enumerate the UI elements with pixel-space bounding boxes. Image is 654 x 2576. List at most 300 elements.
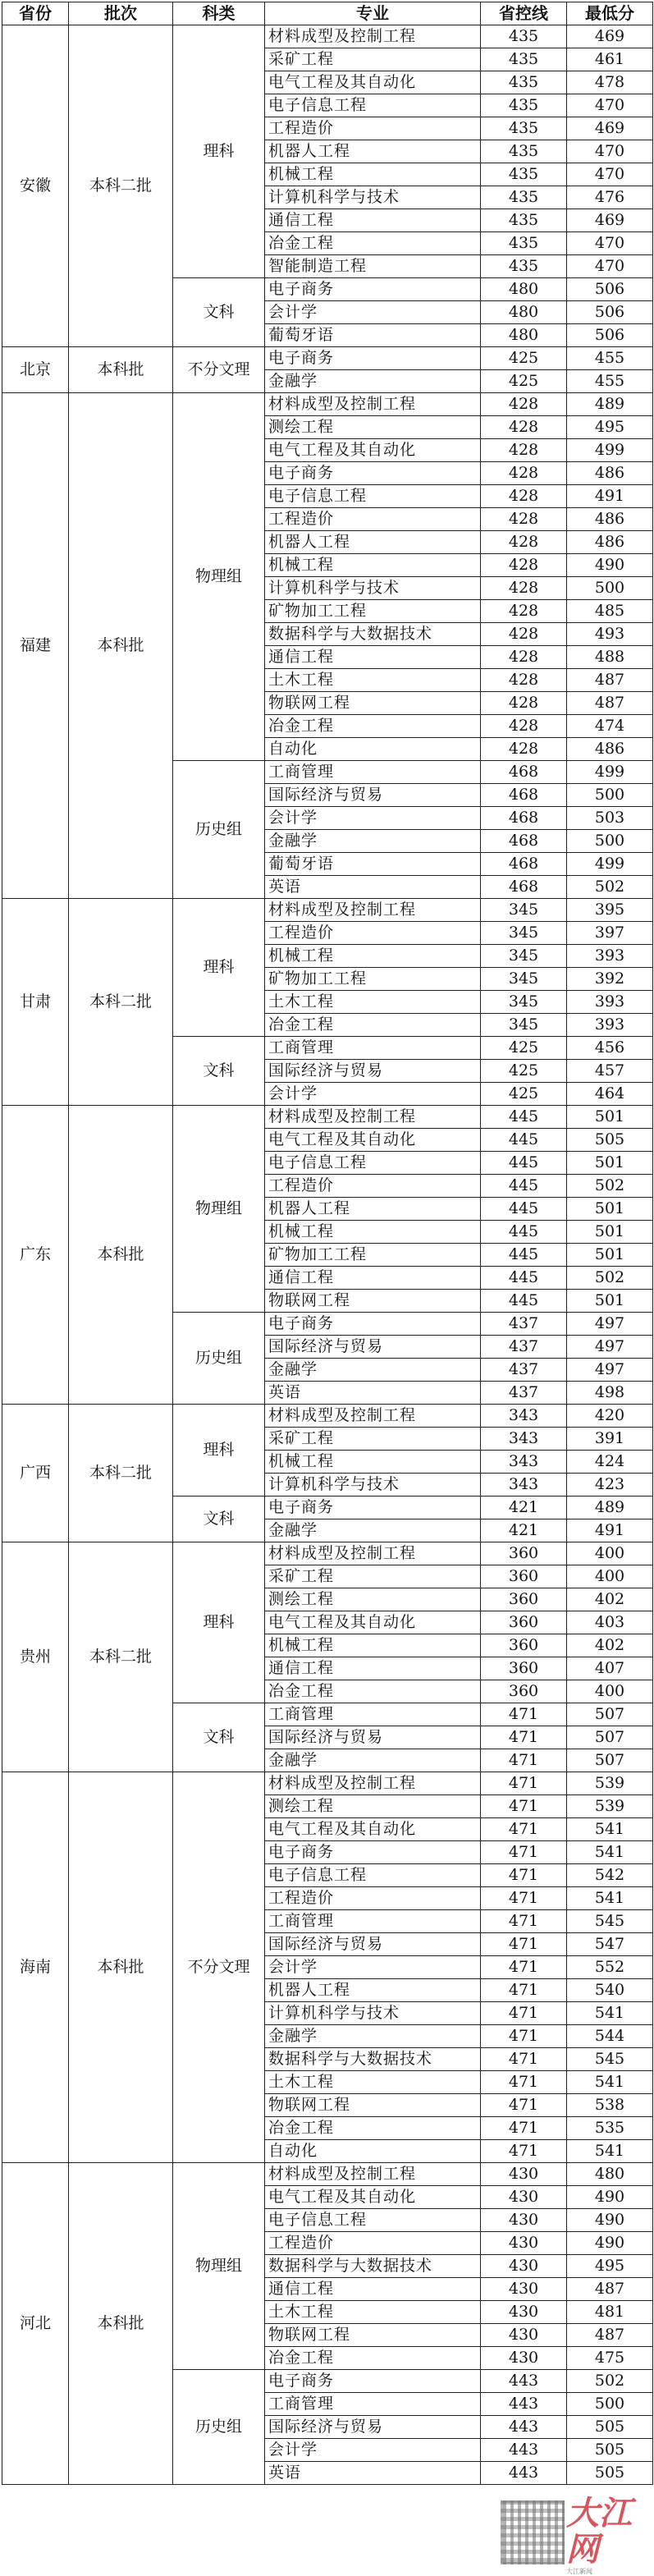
subject-cell: 文科 — [173, 278, 265, 347]
subject-cell: 历史组 — [173, 1313, 265, 1405]
min-score-cell: 407 — [567, 1657, 653, 1680]
min-score-cell: 391 — [567, 1428, 653, 1451]
subject-cell: 物理组 — [173, 393, 265, 761]
control-line-cell: 445 — [481, 1129, 567, 1152]
control-line-cell: 468 — [481, 853, 567, 876]
min-score-cell: 475 — [567, 2347, 653, 2370]
subject-cell: 物理组 — [173, 2163, 265, 2370]
min-score-cell: 395 — [567, 899, 653, 922]
control-line-cell: 480 — [481, 301, 567, 324]
control-line-cell: 428 — [481, 623, 567, 646]
min-score-cell: 469 — [567, 25, 653, 48]
min-score-cell: 487 — [567, 692, 653, 715]
control-line-cell: 428 — [481, 508, 567, 531]
table-row — [2, 347, 653, 370]
control-line-cell: 437 — [481, 1336, 567, 1359]
min-score-cell: 424 — [567, 1451, 653, 1474]
major-cell: 电子商务 — [265, 462, 481, 485]
province-cell: 安徽 — [2, 25, 69, 347]
control-line-cell: 425 — [481, 370, 567, 393]
admission-score-table — [2, 2, 653, 2485]
major-cell: 采矿工程 — [265, 1565, 481, 1588]
major-cell: 工程造价 — [265, 2232, 481, 2255]
control-line-cell: 428 — [481, 738, 567, 761]
control-line-cell: 471 — [481, 2025, 567, 2048]
min-score-cell: 476 — [567, 186, 653, 209]
control-line-cell: 345 — [481, 968, 567, 991]
control-line-cell: 421 — [481, 1519, 567, 1542]
min-score-cell: 486 — [567, 738, 653, 761]
min-score-cell: 501 — [567, 1198, 653, 1221]
major-cell: 材料成型及控制工程 — [265, 1772, 481, 1795]
table-row — [2, 1542, 653, 1565]
control-line-cell: 430 — [481, 2186, 567, 2209]
major-cell: 机械工程 — [265, 1451, 481, 1474]
header-control-line: 省控线 — [481, 2, 567, 25]
province-cell: 北京 — [2, 347, 69, 393]
major-cell: 电气工程及其自动化 — [265, 2186, 481, 2209]
major-cell: 英语 — [265, 876, 481, 899]
province-cell: 海南 — [2, 1772, 69, 2163]
control-line-cell: 343 — [481, 1474, 567, 1497]
table-row — [2, 1405, 653, 1428]
control-line-cell: 343 — [481, 1428, 567, 1451]
control-line-cell: 345 — [481, 899, 567, 922]
min-score-cell: 485 — [567, 600, 653, 623]
major-cell: 采矿工程 — [265, 1428, 481, 1451]
min-score-cell: 490 — [567, 2232, 653, 2255]
major-cell: 工程造价 — [265, 1887, 481, 1910]
batch-cell: 本科二批 — [69, 1542, 173, 1772]
major-cell: 国际经济与贸易 — [265, 784, 481, 807]
min-score-cell: 393 — [567, 991, 653, 1014]
batch-cell: 本科二批 — [69, 25, 173, 347]
table-row — [2, 899, 653, 922]
control-line-cell: 428 — [481, 554, 567, 577]
control-line-cell: 435 — [481, 255, 567, 278]
control-line-cell: 435 — [481, 140, 567, 163]
major-cell: 机械工程 — [265, 554, 481, 577]
control-line-cell: 471 — [481, 1749, 567, 1772]
subject-cell: 历史组 — [173, 761, 265, 899]
major-cell: 工商管理 — [265, 1703, 481, 1726]
min-score-cell: 541 — [567, 1841, 653, 1864]
control-line-cell: 435 — [481, 48, 567, 71]
major-cell: 工商管理 — [265, 761, 481, 784]
major-cell: 采矿工程 — [265, 48, 481, 71]
control-line-cell: 428 — [481, 669, 567, 692]
control-line-cell: 445 — [481, 1198, 567, 1221]
control-line-cell: 345 — [481, 945, 567, 968]
control-line-cell: 471 — [481, 2002, 567, 2025]
major-cell: 工商管理 — [265, 2393, 481, 2416]
min-score-cell: 487 — [567, 2324, 653, 2347]
major-cell: 通信工程 — [265, 209, 481, 232]
min-score-cell: 478 — [567, 71, 653, 94]
qr-code-icon — [501, 2500, 565, 2565]
major-cell: 会计学 — [265, 1083, 481, 1106]
province-cell: 河北 — [2, 2163, 69, 2485]
major-cell: 冶金工程 — [265, 715, 481, 738]
major-cell: 土木工程 — [265, 991, 481, 1014]
major-cell: 会计学 — [265, 301, 481, 324]
control-line-cell: 430 — [481, 2278, 567, 2301]
min-score-cell: 393 — [567, 945, 653, 968]
batch-cell: 本科批 — [69, 1106, 173, 1405]
major-cell: 物联网工程 — [265, 2324, 481, 2347]
table-row — [2, 393, 653, 416]
min-score-cell: 497 — [567, 1313, 653, 1336]
major-cell: 计算机科学与技术 — [265, 2002, 481, 2025]
major-cell: 机器人工程 — [265, 140, 481, 163]
control-line-cell: 428 — [481, 600, 567, 623]
min-score-cell: 539 — [567, 1772, 653, 1795]
control-line-cell: 428 — [481, 692, 567, 715]
subject-cell: 历史组 — [173, 2370, 265, 2485]
major-cell: 自动化 — [265, 2140, 481, 2163]
control-line-cell: 360 — [481, 1542, 567, 1565]
major-cell: 矿物加工工程 — [265, 1244, 481, 1267]
min-score-cell: 541 — [567, 1818, 653, 1841]
province-cell: 贵州 — [2, 1542, 69, 1772]
min-score-cell: 547 — [567, 1933, 653, 1956]
min-score-cell: 495 — [567, 416, 653, 439]
min-score-cell: 393 — [567, 1014, 653, 1037]
major-cell: 电子商务 — [265, 1497, 481, 1519]
major-cell: 葡萄牙语 — [265, 324, 481, 347]
major-cell: 通信工程 — [265, 2278, 481, 2301]
min-score-cell: 545 — [567, 2048, 653, 2071]
subject-cell: 文科 — [173, 1037, 265, 1106]
min-score-cell: 502 — [567, 1175, 653, 1198]
min-score-cell: 541 — [567, 2002, 653, 2025]
major-cell: 物联网工程 — [265, 692, 481, 715]
min-score-cell: 501 — [567, 1152, 653, 1175]
major-cell: 计算机科学与技术 — [265, 577, 481, 600]
min-score-cell: 470 — [567, 140, 653, 163]
control-line-cell: 443 — [481, 2416, 567, 2439]
control-line-cell: 445 — [481, 1267, 567, 1290]
control-line-cell: 425 — [481, 347, 567, 370]
control-line-cell: 480 — [481, 278, 567, 301]
major-cell: 电气工程及其自动化 — [265, 1129, 481, 1152]
control-line-cell: 425 — [481, 1037, 567, 1060]
major-cell: 计算机科学与技术 — [265, 186, 481, 209]
major-cell: 电子商务 — [265, 1313, 481, 1336]
batch-cell: 本科批 — [69, 2163, 173, 2485]
major-cell: 通信工程 — [265, 646, 481, 669]
major-cell: 电气工程及其自动化 — [265, 1611, 481, 1634]
min-score-cell: 497 — [567, 1359, 653, 1382]
major-cell: 电气工程及其自动化 — [265, 1818, 481, 1841]
header-province: 省份 — [2, 2, 69, 25]
min-score-cell: 491 — [567, 485, 653, 508]
min-score-cell: 403 — [567, 1611, 653, 1634]
min-score-cell: 541 — [567, 2071, 653, 2094]
control-line-cell: 471 — [481, 2140, 567, 2163]
subject-cell: 不分文理 — [173, 1772, 265, 2163]
major-cell: 机械工程 — [265, 163, 481, 186]
min-score-cell: 506 — [567, 278, 653, 301]
control-line-cell: 428 — [481, 715, 567, 738]
major-cell: 材料成型及控制工程 — [265, 25, 481, 48]
control-line-cell: 430 — [481, 2209, 567, 2232]
major-cell: 电子信息工程 — [265, 485, 481, 508]
header-subject: 科类 — [173, 2, 265, 25]
control-line-cell: 468 — [481, 807, 567, 830]
control-line-cell: 471 — [481, 1703, 567, 1726]
min-score-cell: 500 — [567, 830, 653, 853]
min-score-cell: 493 — [567, 623, 653, 646]
min-score-cell: 392 — [567, 968, 653, 991]
control-line-cell: 430 — [481, 2347, 567, 2370]
control-line-cell: 443 — [481, 2462, 567, 2485]
min-score-cell: 507 — [567, 1749, 653, 1772]
control-line-cell: 428 — [481, 462, 567, 485]
major-cell: 金融学 — [265, 2025, 481, 2048]
logo-subtext: 大江新闻 — [566, 2568, 592, 2575]
major-cell: 金融学 — [265, 1749, 481, 1772]
header-major: 专业 — [265, 2, 481, 25]
control-line-cell: 435 — [481, 117, 567, 140]
control-line-cell: 468 — [481, 761, 567, 784]
major-cell: 工商管理 — [265, 1037, 481, 1060]
control-line-cell: 430 — [481, 2163, 567, 2186]
subject-cell: 理科 — [173, 1405, 265, 1497]
batch-cell: 本科二批 — [69, 899, 173, 1106]
control-line-cell: 360 — [481, 1657, 567, 1680]
min-score-cell: 490 — [567, 2209, 653, 2232]
province-cell: 甘肃 — [2, 899, 69, 1106]
min-score-cell: 501 — [567, 1244, 653, 1267]
control-line-cell: 471 — [481, 1887, 567, 1910]
control-line-cell: 345 — [481, 991, 567, 1014]
min-score-cell: 486 — [567, 462, 653, 485]
control-line-cell: 360 — [481, 1611, 567, 1634]
subject-cell: 理科 — [173, 899, 265, 1037]
min-score-cell: 486 — [567, 531, 653, 554]
major-cell: 机械工程 — [265, 1634, 481, 1657]
control-line-cell: 445 — [481, 1152, 567, 1175]
min-score-cell: 501 — [567, 1106, 653, 1129]
major-cell: 土木工程 — [265, 2071, 481, 2094]
major-cell: 国际经济与贸易 — [265, 1060, 481, 1083]
control-line-cell: 345 — [481, 1014, 567, 1037]
control-line-cell: 421 — [481, 1497, 567, 1519]
min-score-cell: 480 — [567, 2163, 653, 2186]
min-score-cell: 487 — [567, 669, 653, 692]
batch-cell: 本科批 — [69, 393, 173, 899]
batch-cell: 本科批 — [69, 1772, 173, 2163]
control-line-cell: 443 — [481, 2439, 567, 2462]
control-line-cell: 471 — [481, 1864, 567, 1887]
min-score-cell: 490 — [567, 554, 653, 577]
control-line-cell: 428 — [481, 439, 567, 462]
major-cell: 电子商务 — [265, 347, 481, 370]
major-cell: 国际经济与贸易 — [265, 1933, 481, 1956]
control-line-cell: 471 — [481, 1795, 567, 1818]
min-score-cell: 505 — [567, 2439, 653, 2462]
control-line-cell: 437 — [481, 1382, 567, 1405]
min-score-cell: 552 — [567, 1956, 653, 1979]
control-line-cell: 425 — [481, 1060, 567, 1083]
min-score-cell: 542 — [567, 1864, 653, 1887]
major-cell: 电子商务 — [265, 1841, 481, 1864]
min-score-cell: 502 — [567, 1267, 653, 1290]
min-score-cell: 488 — [567, 646, 653, 669]
major-cell: 土木工程 — [265, 669, 481, 692]
control-line-cell: 430 — [481, 2232, 567, 2255]
control-line-cell: 435 — [481, 25, 567, 48]
control-line-cell: 428 — [481, 393, 567, 416]
min-score-cell: 539 — [567, 1795, 653, 1818]
control-line-cell: 428 — [481, 416, 567, 439]
major-cell: 葡萄牙语 — [265, 853, 481, 876]
control-line-cell: 360 — [481, 1588, 567, 1611]
control-line-cell: 480 — [481, 324, 567, 347]
subject-cell: 理科 — [173, 1542, 265, 1703]
control-line-cell: 360 — [481, 1565, 567, 1588]
min-score-cell: 501 — [567, 1290, 653, 1313]
major-cell: 金融学 — [265, 370, 481, 393]
min-score-cell: 469 — [567, 209, 653, 232]
min-score-cell: 469 — [567, 117, 653, 140]
major-cell: 材料成型及控制工程 — [265, 1542, 481, 1565]
major-cell: 会计学 — [265, 1956, 481, 1979]
min-score-cell: 505 — [567, 2416, 653, 2439]
major-cell: 材料成型及控制工程 — [265, 393, 481, 416]
min-score-cell: 541 — [567, 2140, 653, 2163]
min-score-cell: 402 — [567, 1588, 653, 1611]
min-score-cell: 499 — [567, 761, 653, 784]
major-cell: 国际经济与贸易 — [265, 1726, 481, 1749]
control-line-cell: 471 — [481, 1726, 567, 1749]
major-cell: 数据科学与大数据技术 — [265, 2255, 481, 2278]
min-score-cell: 491 — [567, 1519, 653, 1542]
min-score-cell: 456 — [567, 1037, 653, 1060]
control-line-cell: 428 — [481, 531, 567, 554]
control-line-cell: 445 — [481, 1106, 567, 1129]
control-line-cell: 343 — [481, 1451, 567, 1474]
subject-cell: 理科 — [173, 25, 265, 278]
header-min-score: 最低分 — [567, 2, 653, 25]
major-cell: 会计学 — [265, 2439, 481, 2462]
subject-cell: 物理组 — [173, 1106, 265, 1313]
major-cell: 英语 — [265, 1382, 481, 1405]
min-score-cell: 545 — [567, 1910, 653, 1933]
min-score-cell: 507 — [567, 1726, 653, 1749]
min-score-cell: 464 — [567, 1083, 653, 1106]
major-cell: 金融学 — [265, 1519, 481, 1542]
min-score-cell: 540 — [567, 1979, 653, 2002]
major-cell: 国际经济与贸易 — [265, 2416, 481, 2439]
major-cell: 物联网工程 — [265, 2094, 481, 2117]
min-score-cell: 455 — [567, 370, 653, 393]
min-score-cell: 487 — [567, 2278, 653, 2301]
major-cell: 通信工程 — [265, 1267, 481, 1290]
control-line-cell: 445 — [481, 1244, 567, 1267]
major-cell: 数据科学与大数据技术 — [265, 623, 481, 646]
control-line-cell: 471 — [481, 1979, 567, 2002]
min-score-cell: 420 — [567, 1405, 653, 1428]
major-cell: 机械工程 — [265, 945, 481, 968]
control-line-cell: 471 — [481, 1933, 567, 1956]
major-cell: 冶金工程 — [265, 2347, 481, 2370]
province-cell: 广西 — [2, 1405, 69, 1542]
major-cell: 通信工程 — [265, 1657, 481, 1680]
major-cell: 英语 — [265, 2462, 481, 2485]
min-score-cell: 500 — [567, 2393, 653, 2416]
control-line-cell: 435 — [481, 232, 567, 255]
control-line-cell: 360 — [481, 1634, 567, 1657]
control-line-cell: 425 — [481, 1083, 567, 1106]
control-line-cell: 435 — [481, 209, 567, 232]
min-score-cell: 502 — [567, 2370, 653, 2393]
control-line-cell: 471 — [481, 1818, 567, 1841]
min-score-cell: 501 — [567, 1221, 653, 1244]
min-score-cell: 402 — [567, 1634, 653, 1657]
control-line-cell: 443 — [481, 2370, 567, 2393]
table-row — [2, 1772, 653, 1795]
control-line-cell: 468 — [481, 830, 567, 853]
min-score-cell: 503 — [567, 807, 653, 830]
major-cell: 计算机科学与技术 — [265, 1474, 481, 1497]
control-line-cell: 360 — [481, 1680, 567, 1703]
major-cell: 电子信息工程 — [265, 1152, 481, 1175]
min-score-cell: 474 — [567, 715, 653, 738]
min-score-cell: 495 — [567, 2255, 653, 2278]
major-cell: 土木工程 — [265, 2301, 481, 2324]
major-cell: 冶金工程 — [265, 2117, 481, 2140]
major-cell: 工商管理 — [265, 1910, 481, 1933]
control-line-cell: 471 — [481, 1910, 567, 1933]
min-score-cell: 505 — [567, 2462, 653, 2485]
major-cell: 工程造价 — [265, 508, 481, 531]
min-score-cell: 538 — [567, 2094, 653, 2117]
min-score-cell: 400 — [567, 1565, 653, 1588]
min-score-cell: 455 — [567, 347, 653, 370]
min-score-cell: 507 — [567, 1703, 653, 1726]
batch-cell: 本科批 — [69, 347, 173, 393]
control-line-cell: 428 — [481, 485, 567, 508]
major-cell: 机械工程 — [265, 1221, 481, 1244]
major-cell: 矿物加工工程 — [265, 968, 481, 991]
major-cell: 机器人工程 — [265, 1979, 481, 2002]
min-score-cell: 470 — [567, 163, 653, 186]
min-score-cell: 461 — [567, 48, 653, 71]
min-score-cell: 499 — [567, 853, 653, 876]
min-score-cell: 470 — [567, 232, 653, 255]
min-score-cell: 506 — [567, 301, 653, 324]
logo-text: 大江网 — [566, 2494, 632, 2569]
min-score-cell: 423 — [567, 1474, 653, 1497]
subject-cell: 不分文理 — [173, 347, 265, 393]
major-cell: 材料成型及控制工程 — [265, 899, 481, 922]
major-cell: 机器人工程 — [265, 531, 481, 554]
table-row — [2, 2163, 653, 2186]
major-cell: 材料成型及控制工程 — [265, 1405, 481, 1428]
control-line-cell: 471 — [481, 2048, 567, 2071]
control-line-cell: 435 — [481, 186, 567, 209]
control-line-cell: 437 — [481, 1359, 567, 1382]
major-cell: 材料成型及控制工程 — [265, 2163, 481, 2186]
min-score-cell: 397 — [567, 922, 653, 945]
control-line-cell: 430 — [481, 2324, 567, 2347]
major-cell: 工程造价 — [265, 922, 481, 945]
min-score-cell: 505 — [567, 1129, 653, 1152]
table-row — [2, 1106, 653, 1129]
major-cell: 冶金工程 — [265, 232, 481, 255]
